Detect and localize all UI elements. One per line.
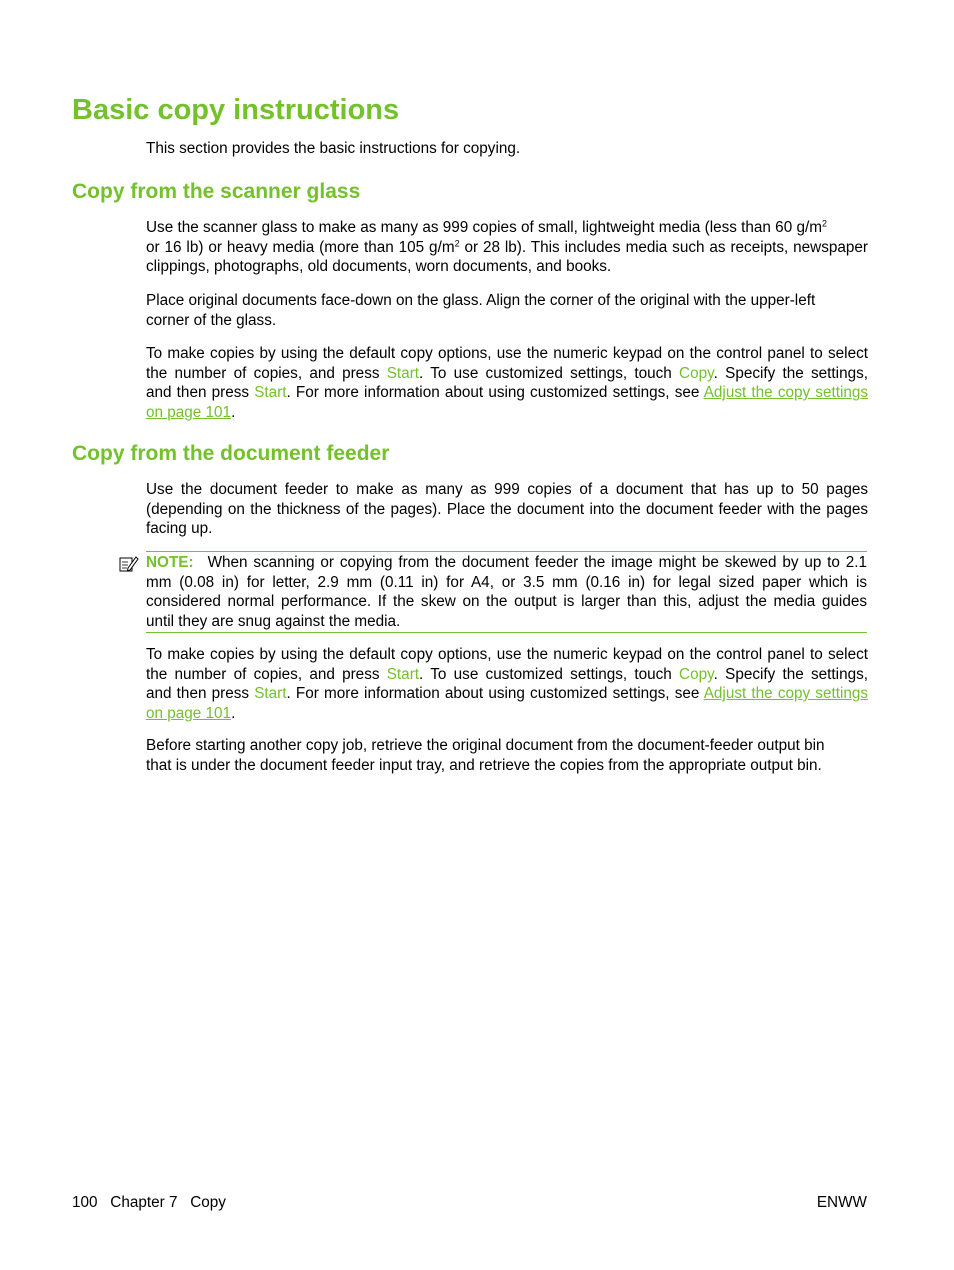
paragraph-line: on page 101. [146, 403, 236, 421]
paragraph-line: or 16 lb) or heavy media (more than 105 $g/m^2$ or 28 lb). This includes media such as receipts, newspaper [146, 238, 868, 256]
paragraph-line: mm (0.08 in) for letter, 2.9 mm (0.11 in) for A4, or 3.5 mm (0.16 in) for legal sized paper which is [146, 573, 867, 591]
document-feeder-copy-paragraph [146, 645, 868, 723]
paragraph-line: and then press Start. For more information about using customized settings, see Adjust the copy settings [146, 685, 869, 702]
paragraph-line: Place original documents face-down on the glass. Align the corner of the original with the upper-left [146, 292, 816, 309]
paragraph-line: (depending on the thickness of the pages). Place the document into the document feeder with the pages [146, 500, 868, 518]
scanner-glass-media-paragraph [146, 218, 868, 277]
intro-text: This section provides the basic instructions for copying. [146, 140, 521, 157]
start-button-term: Start [254, 685, 287, 702]
section-heading-scanner-glass: Copy from the scanner glass [72, 180, 361, 203]
copy-button-term: Copy [679, 364, 714, 382]
paragraph-line: considered normal performance. If the skew on the output is larger than this, adjust the media guides [146, 593, 867, 610]
copy-button-term: Copy [679, 665, 714, 683]
page-reference-link[interactable]: on page 101 [146, 403, 232, 421]
start-button-term: Start [254, 384, 287, 401]
paragraph-line: facing up. [146, 520, 213, 537]
note-pencil-icon [119, 555, 139, 573]
paragraph-line: To make copies by using the default copy options, use the numeric keypad on the control panel to select [146, 345, 868, 362]
paragraph-line: the number of copies, and press Start. To use customized settings, touch Copy. Specify the settings, [146, 665, 868, 683]
paragraph-line: NOTE: When scanning or copying from the document feeder the image might be skewed by up to 2.1 [146, 554, 867, 571]
document-feeder-paragraph [146, 480, 868, 539]
paragraph-line: the number of copies, and press Start. To use customized settings, touch Copy. Specify the settings, [146, 364, 868, 382]
paragraph-line: and then press Start. For more information about using customized settings, see Adjust the copy settings [146, 384, 869, 401]
paragraph-line: until they are snug against the media. [146, 612, 401, 630]
adjust-copy-settings-link[interactable]: Adjust the copy settings [703, 685, 869, 702]
paragraph-line: corner of the glass. [146, 311, 277, 329]
scanner-glass-placement-paragraph [146, 291, 868, 330]
note-box [146, 551, 867, 633]
paragraph-line: Before starting another copy job, retrieve the original document from the document-feeder output bin [146, 737, 825, 754]
superscript: 2 [821, 218, 827, 229]
page-title: Basic copy instructions [72, 94, 400, 126]
section-heading-document-feeder: Copy from the document feeder [72, 442, 390, 465]
adjust-copy-settings-link[interactable]: Adjust the copy settings [703, 384, 869, 401]
footer-doc-code: ENWW [816, 1194, 867, 1211]
paragraph-line: that is under the document feeder input tray, and retrieve the copies from the appropriate output bin. [146, 756, 822, 774]
page-reference-link[interactable]: on page 101 [146, 704, 232, 722]
intro-paragraph [146, 139, 868, 159]
note-label: NOTE: [146, 554, 194, 571]
start-button-term: Start [386, 364, 420, 382]
paragraph-line: Use the scanner glass to make as many as 999 copies of small, lightweight media (less than 60 $g/m^2$ [146, 218, 827, 236]
superscript: 2 [454, 238, 460, 249]
paragraph-line: on page 101. [146, 704, 236, 722]
scanner-glass-copy-paragraph [146, 344, 868, 422]
start-button-term: Start [386, 665, 420, 683]
paragraph-line: Use the document feeder to make as many as 999 copies of a document that has up to 50 pages [146, 481, 868, 498]
paragraph-line: To make copies by using the default copy options, use the numeric keypad on the control panel to select [146, 646, 868, 663]
paragraph-line: clippings, photographs, old documents, worn documents, and books. [146, 258, 612, 275]
footer-page-info: 100 Chapter 7 Copy [72, 1194, 226, 1211]
retrieve-originals-paragraph [146, 736, 868, 775]
